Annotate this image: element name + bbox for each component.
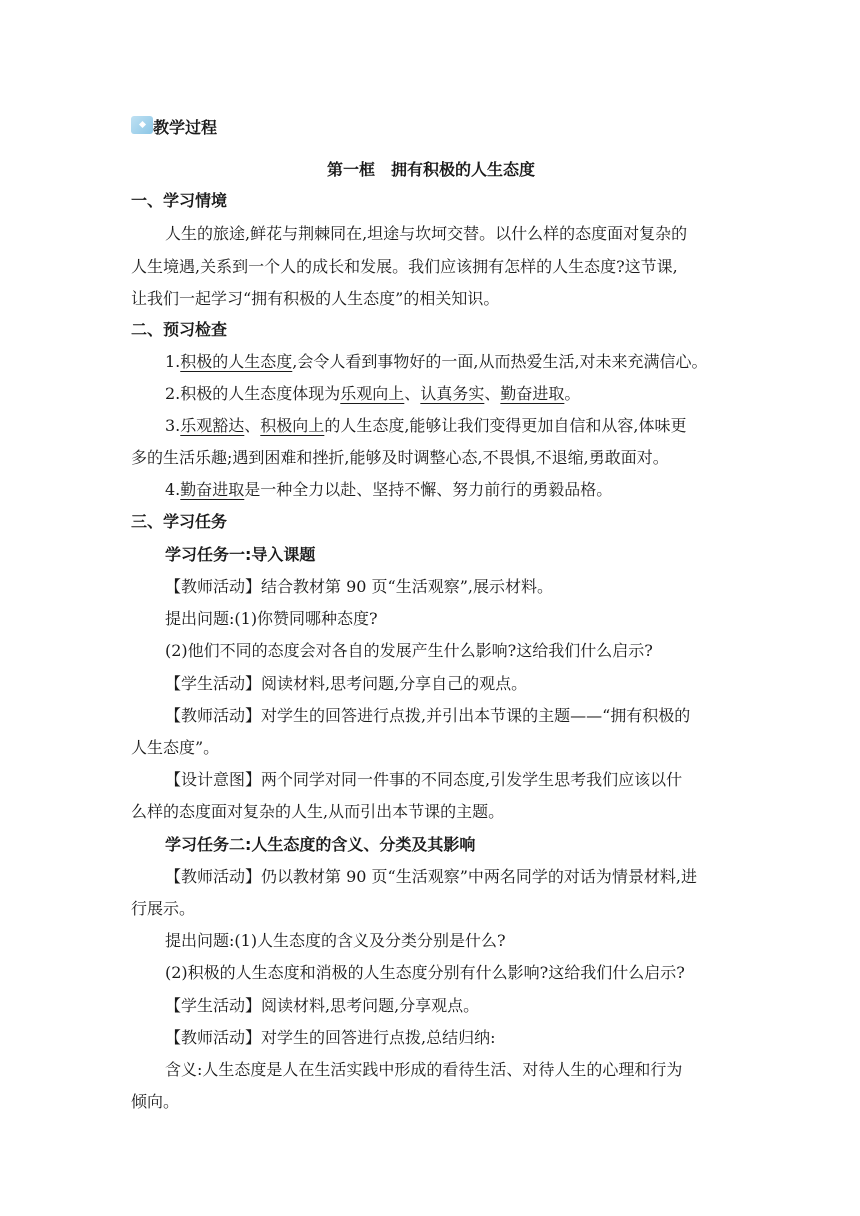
item-separator: 、 [404, 384, 421, 403]
underlined-term: 积极的人生态度 [180, 352, 293, 371]
item-text: 。 [564, 384, 581, 403]
item-separator: 、 [484, 384, 501, 403]
paragraph-line: 提出问题:(1)人生态度的含义及分类分别是什么? [165, 931, 506, 950]
paragraph-line: 【教师活动】结合教材第 90 页“生活观察”,展示材料。 [165, 577, 553, 596]
paragraph-line: 么样的态度面对复杂的人生,从而引出本节课的主题。 [131, 802, 505, 821]
paragraph-line: 含义:人生态度是人在生活实践中形成的看待生活、对待人生的心理和行为 [165, 1060, 683, 1079]
item-text: 2.积极的人生态度体现为 [165, 384, 341, 403]
paragraph-line: 【设计意图】两个同学对同一件事的不同态度,引发学生思考我们应该以什 [165, 770, 683, 789]
paragraph-line: 【教师活动】对学生的回答进行点拨,总结归纳: [165, 1028, 496, 1047]
paragraph-line: 倾向。 [131, 1092, 180, 1111]
item-separator: 、 [244, 416, 261, 435]
paragraph-line: 行展示。 [131, 899, 196, 918]
paragraph-line: 【教师活动】仍以教材第 90 页“生活观察”中两名同学的对话为情景材料,进 [165, 867, 697, 886]
underlined-term: 积极向上 [260, 416, 325, 435]
paragraph-line: 提出问题:(1)你赞同哪种态度? [165, 609, 378, 628]
preview-item-4 [165, 478, 731, 502]
section-header: 教学过程 [153, 118, 218, 137]
heading-learning-context: 一、学习情境 [131, 191, 228, 210]
paragraph-line: 【教师活动】对学生的回答进行点拨,并引出本节课的主题——“拥有积极的 [165, 706, 691, 725]
item-text: 的人生态度,能够让我们变得更加自信和从容,体味更 [324, 416, 687, 435]
paragraph-line: 【学生活动】阅读材料,思考问题,分享自己的观点。 [165, 674, 528, 693]
item-text: ,会令人看到事物好的一面,从而热爱生活,对未来充满信心。 [292, 352, 708, 371]
puzzle-icon [131, 116, 153, 134]
paragraph-line: (2)积极的人生态度和消极的人生态度分别有什么影响?这给我们什么启示? [165, 963, 685, 982]
preview-item-3 [165, 414, 731, 438]
paragraph-line: 让我们一起学习“拥有积极的人生态度”的相关知识。 [131, 289, 500, 308]
paragraph-line: 人生的旅途,鲜花与荆棘同在,坦途与坎坷交替。以什么样的态度面对复杂的 [165, 224, 688, 243]
paragraph-line: 人生境遇,关系到一个人的成长和发展。我们应该拥有怎样的人生态度?这节课, [131, 257, 678, 276]
underlined-term: 勤奋进取 [500, 384, 565, 403]
item-number: 4. [165, 480, 181, 499]
underlined-term: 乐观向上 [340, 384, 405, 403]
paragraph-line: (2)他们不同的态度会对各自的发展产生什么影响?这给我们什么启示? [165, 641, 653, 660]
item-number: 3. [165, 416, 181, 435]
paragraph-line: 多的生活乐趣;遇到困难和挫折,能够及时调整心态,不畏惧,不退缩,勇敢面对。 [131, 448, 669, 467]
lesson-subtitle: 第一框 拥有积极的人生态度 [326, 160, 535, 179]
item-number: 1. [165, 352, 181, 371]
underlined-term: 认真务实 [420, 384, 485, 403]
task-2-title: 学习任务二:人生态度的含义、分类及其影响 [165, 835, 476, 854]
task-1-title: 学习任务一:导入课题 [165, 545, 316, 564]
heading-preview-check: 二、预习检查 [131, 320, 228, 339]
item-text: 是一种全力以赴、坚持不懈、努力前行的勇毅品格。 [244, 480, 613, 499]
underlined-term: 乐观豁达 [180, 416, 245, 435]
preview-item-1 [165, 350, 731, 374]
underlined-term: 勤奋进取 [180, 480, 245, 499]
preview-item-2 [165, 382, 731, 406]
heading-learning-tasks: 三、学习任务 [131, 512, 228, 531]
paragraph-line: 【学生活动】阅读材料,思考问题,分享观点。 [165, 996, 480, 1015]
paragraph-line: 人生态度”。 [131, 738, 220, 757]
